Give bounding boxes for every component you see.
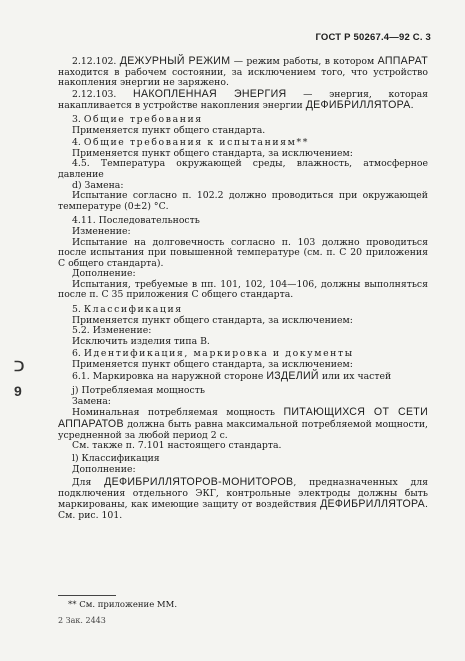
paragraph-2-part-1: Общие требования	[83, 113, 203, 125]
margin-mark-1: ᑐ	[14, 358, 25, 374]
paragraph-1-part-2: — энергия, которая накапливается в устройстве накопления энергии	[58, 88, 429, 112]
paragraph-20	[58, 371, 428, 383]
paragraph-10-part-0: Изменение:	[72, 225, 131, 237]
paragraph-21	[58, 386, 428, 397]
paragraph-0	[58, 56, 428, 89]
paragraph-5-part-0: Применяется пункт общего стандарта, за исключением:	[72, 147, 353, 159]
paragraph-1	[58, 89, 428, 112]
paragraph-11-part-0: Испытание на долговечность согласно п. 103 должно проводиться после испытания при повышенной температуре (см. п. С 20 приложения С общего стандарта).	[58, 236, 428, 269]
paragraph-6	[58, 159, 428, 180]
paragraph-25	[58, 454, 428, 465]
paragraph-21-part-0: j) Потребляемая мощность	[72, 385, 205, 397]
paragraph-17-part-0: Исключить изделия типа В.	[72, 335, 210, 347]
paragraph-20-part-0: 6.1. Маркировка на наружной стороне	[72, 370, 267, 382]
paragraph-14-part-0: 5.	[72, 304, 84, 316]
paragraph-23-part-2: должна быть равна максимальной потребляемой мощности, усредненной за любой период 2 с.	[58, 419, 428, 441]
paragraph-18-part-0: 6.	[72, 348, 84, 360]
paragraph-23-part-0: Номинальная потребляемая мощность	[72, 407, 284, 419]
paragraph-2-part-0: 3.	[72, 113, 84, 125]
paragraph-27-part-0: Для	[72, 476, 105, 488]
paragraph-26-part-0: Дополнение:	[72, 464, 136, 476]
paragraph-27	[58, 477, 428, 521]
paragraph-4-part-0: 4.	[72, 137, 84, 149]
paragraph-0-part-4: находится в рабочем состоянии, за исключением того, что устройство накопления энергии не заряжено.	[58, 66, 428, 89]
paragraph-27-part-3: ДЕФИБРИЛЛЯТОРА	[320, 498, 426, 511]
paragraph-7-part-0: d) Замена:	[72, 179, 124, 191]
paragraph-11	[58, 238, 428, 270]
paragraph-23	[58, 407, 428, 441]
paragraph-12-part-0: Дополнение:	[72, 268, 136, 280]
footnote-rule	[58, 595, 116, 596]
paragraph-1-part-3: ДЕФИБРИЛЛЯТОРА	[305, 99, 411, 112]
paragraph-0-part-0: 2.12.102.	[72, 56, 120, 67]
paragraph-1-part-1: НАКОПЛЕННАЯ ЭНЕРГИЯ	[133, 87, 287, 100]
paragraph-6-part-0: 4.5. Температура окружающей среды, влажность, атмосферное давление	[58, 158, 428, 180]
paragraph-20-part-2: или их частей	[318, 370, 392, 382]
paragraph-1-part-4: .	[410, 100, 414, 112]
paragraph-27-part-4: . См. рис. 101.	[58, 499, 428, 521]
paragraph-24	[58, 441, 428, 452]
paragraph-0-part-1: ДЕЖУРНЫЙ РЕЖИМ	[119, 55, 231, 67]
footnote: ** См. приложение ММ.	[68, 600, 178, 610]
order-number: 2 Зак. 2443	[58, 616, 106, 625]
paragraph-24-part-0: См. также п. 7.101 настоящего стандарта.	[72, 440, 282, 452]
paragraph-19-part-0: Применяется пункт общего стандарта, за исключением:	[72, 359, 353, 371]
paragraph-3	[58, 126, 428, 137]
paragraph-14-part-1: Классификация	[83, 304, 183, 316]
paragraph-18-part-1: Идентификация, маркировка и документы	[83, 348, 354, 360]
paragraph-3-part-0: Применяется пункт общего стандарта.	[72, 124, 266, 136]
paragraph-4-part-1: Общие требования к испытаниям**	[83, 137, 309, 149]
paragraph-0-part-3: АППАРАТ	[377, 55, 428, 67]
paragraph-13	[58, 280, 428, 301]
paragraph-22-part-0: Замена:	[72, 395, 111, 407]
document-body	[58, 56, 428, 521]
paragraph-9-part-0: 4.11. Последовательность	[72, 215, 200, 227]
page-header: ГОСТ Р 50267.4—92 С. 3	[315, 32, 431, 43]
paragraph-8-part-0: Испытание согласно п. 102.2 должно проводиться при окружающей температуре (0±2) °С.	[58, 190, 428, 212]
paragraph-13-part-0: Испытания, требуемые в пп. 101, 102, 104—106, должны выполняться после п. С 35 приложения С общего стандарта.	[58, 278, 428, 301]
paragraph-8	[58, 191, 428, 212]
paragraph-27-part-2: , предназначенных для подключения отдельного ЭКГ, контрольные электроды должны быть маркированы, как имеющие защиту от воздействия	[58, 476, 428, 511]
paragraph-15-part-0: Применяется пункт общего стандарта, за исключением:	[72, 314, 353, 326]
paragraph-0-part-2: — режим работы, в котором	[230, 56, 378, 67]
paragraph-27-part-1: ДЕФИБРИЛЛЯТОРОВ-МОНИТОРОВ	[104, 475, 294, 488]
paragraph-25-part-0: l) Классификация	[72, 452, 160, 464]
margin-mark-2: 9	[14, 383, 22, 399]
paragraph-1-part-0: 2.12.103.	[72, 88, 134, 100]
paragraph-23-part-1: ПИТАЮЩИХСЯ ОТ СЕТИ АППАРАТОВ	[58, 406, 428, 430]
paragraph-20-part-1: ИЗДЕЛИЙ	[266, 369, 319, 382]
paragraph-16-part-0: 5.2. Изменение:	[72, 325, 152, 337]
paragraph-17	[58, 337, 428, 348]
paragraph-26	[58, 465, 428, 476]
paragraph-19	[58, 360, 428, 371]
